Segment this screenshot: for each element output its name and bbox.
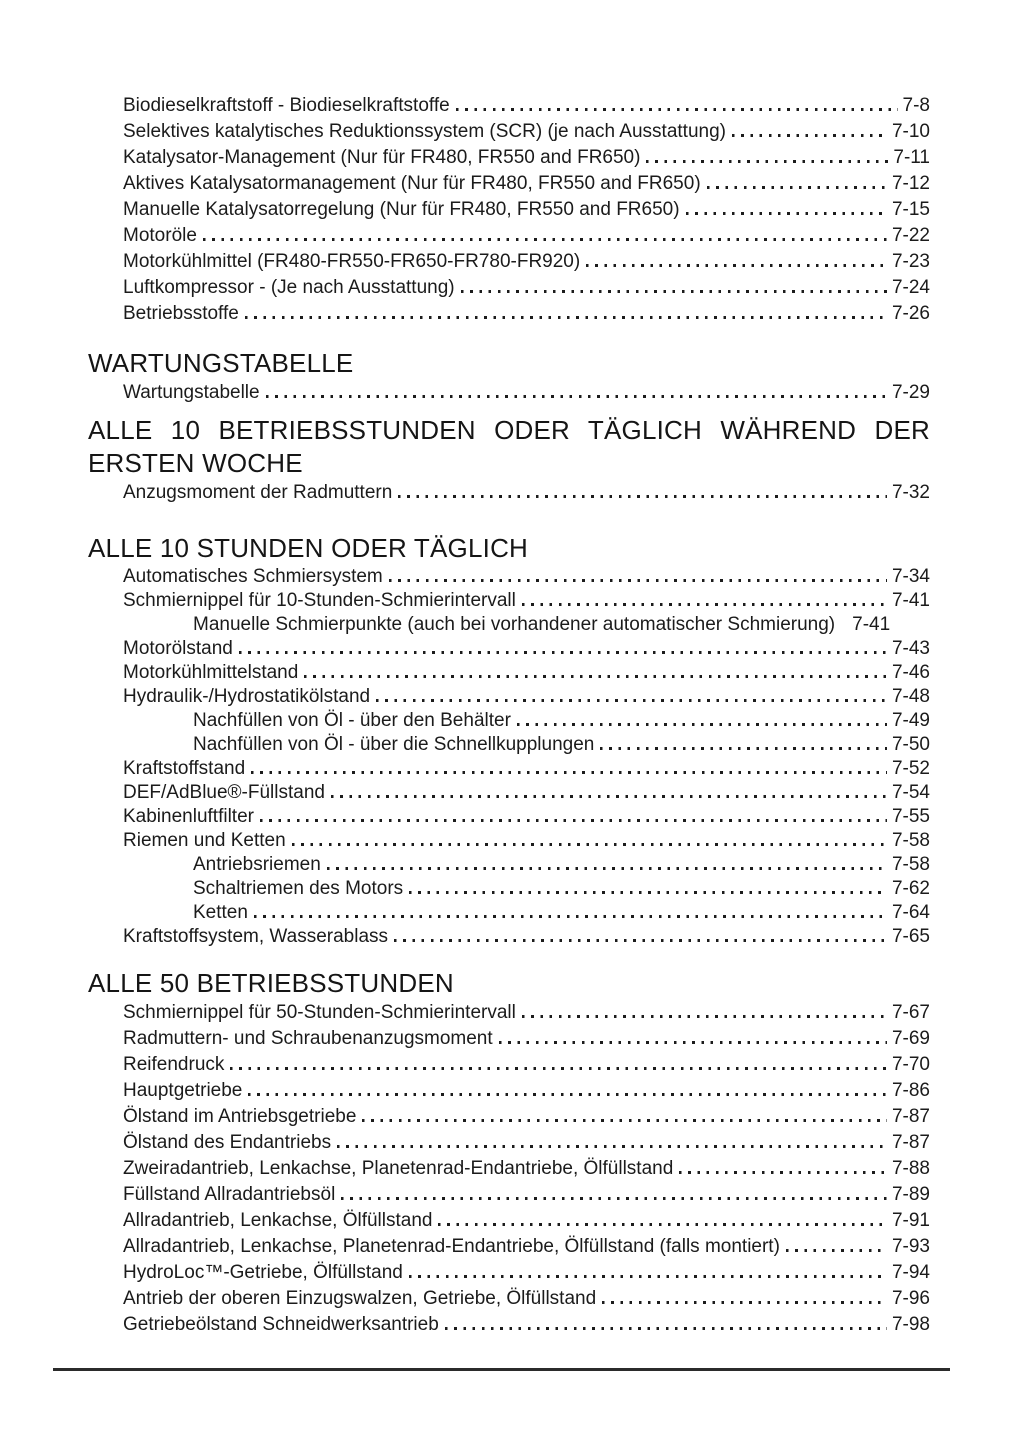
toc-entry-page: 7-11 [893,147,930,168]
leader-dots [239,651,887,654]
toc-entry-page: 7-22 [891,225,930,246]
toc-entry [123,685,930,709]
toc-entry [123,1312,930,1338]
toc-entry [193,709,930,733]
toc-entry-page: 7-87 [891,1132,930,1153]
toc-entry-page: 7-50 [891,734,930,755]
leader-dots [245,316,887,319]
toc-entry-page: 7-34 [891,566,930,587]
toc-entry-label: Allradantrieb, Lenkachse, Planetenrad-Endantriebe, Ölfüllstand (falls montiert) [123,1236,780,1257]
section-heading [88,414,930,480]
toc-entry [123,805,930,829]
toc-entry-page: 7-58 [891,830,930,851]
toc-entry [123,1078,930,1104]
toc-entry [123,661,930,685]
toc-entry [123,1104,930,1130]
toc-section [0,93,1024,327]
toc-entry-page: 7-69 [891,1028,930,1049]
toc-entry-page: 7-91 [891,1210,930,1231]
toc-entry [123,589,930,613]
leader-dots [254,915,887,918]
toc-entry-page: 7-55 [891,806,930,827]
toc-entry-page: 7-86 [891,1080,930,1101]
leader-dots [686,212,887,215]
toc-entry [123,925,930,949]
toc-entry-label: Manuelle Katalysatorregelung (Nur für FR480, FR550 and FR650) [123,199,680,220]
toc-entry-page: 7-26 [891,303,930,324]
toc-entry-page: 7-65 [891,926,930,947]
section-heading [88,347,930,380]
toc-entry [123,145,930,171]
toc-entry [123,249,930,275]
toc-entry-page: 7-10 [891,121,930,142]
toc-entry [123,93,930,119]
toc-entry-label: Betriebsstoffe [123,303,239,324]
toc-entry-label: Selektives katalytisches Reduktionssystem (SCR) (je nach Ausstattung) [123,121,726,142]
toc-entry [123,1260,930,1286]
toc-entry-label: Schmiernippel für 50-Stunden-Schmierintervall [123,1002,516,1023]
toc-entry [123,829,930,853]
section-heading-line: WARTUNGSTABELLE [88,348,354,378]
toc-entry-label: Wartungstabelle [123,382,260,403]
toc-entry-page: 7-41 [852,614,891,635]
toc-entry-label: Motorkühlmittel (FR480-FR550-FR650-FR780-FR920) [123,251,581,272]
toc-entry-label: DEF/AdBlue®-Füllstand [123,782,325,803]
toc-entry [123,275,930,301]
toc-entry-page: 7-29 [891,382,930,403]
toc-entry-label: Ketten [193,902,248,923]
leader-dots [389,579,887,582]
toc-entry [123,301,930,327]
toc-entry-page: 7-58 [891,854,930,875]
toc-entry [123,1156,930,1182]
toc-entry-label: Riemen und Ketten [123,830,286,851]
toc-entry-page: 7-93 [891,1236,930,1257]
leader-dots [337,1145,887,1148]
toc-entry [123,1052,930,1078]
toc-entry-page: 7-48 [891,686,930,707]
toc-entry-page: 7-96 [891,1288,930,1309]
leader-dots [499,1041,887,1044]
toc-entry [123,1182,930,1208]
toc-entry-page: 7-23 [891,251,930,272]
toc-entry-page: 7-98 [891,1314,930,1335]
leader-dots [292,843,887,846]
toc-entry-label: Schaltriemen des Motors [193,878,404,899]
toc-entry-label: Motorkühlmittelstand [123,662,299,683]
toc-entry-page: 7-54 [891,782,930,803]
leader-dots [586,264,887,267]
section-heading-line: ALLE 10 BETRIEBSSTUNDEN ODER TÄGLICH WÄHREND DER [88,415,930,445]
toc-entry-page: 7-12 [891,173,930,194]
toc-entry [193,613,930,637]
toc-entry-page: 7-15 [891,199,930,220]
toc-entry-label: Kraftstoffstand [123,758,246,779]
toc-entry-label: Hydraulik-/Hydrostatikölstand [123,686,371,707]
toc-entry-page: 7-94 [891,1262,930,1283]
leader-dots [522,1015,887,1018]
section-heading-line: ALLE 50 BETRIEBSSTUNDEN [88,968,454,998]
leader-dots [331,795,887,798]
section-heading [88,967,930,1000]
toc-entry-label: Getriebeölstand Schneidwerksantrieb [123,1314,439,1335]
toc-entry [123,480,930,506]
toc-entry [193,733,930,757]
leader-dots [707,186,887,189]
leader-dots [341,1197,887,1200]
toc-entry-label: Ölstand im Antriebsgetriebe [123,1106,357,1127]
leader-dots [438,1223,887,1226]
toc-entry-label: Anzugsmoment der Radmuttern [123,482,393,503]
toc-entry-page: 7-49 [891,710,930,731]
leader-dots [602,1301,887,1304]
leader-dots [394,939,887,942]
toc-entry [123,1208,930,1234]
leader-dots [230,1067,887,1070]
toc-entry [123,637,930,661]
toc-entry-label: Antriebsriemen [193,854,321,875]
toc-entry-label: Luftkompressor - (Je nach Ausstattung) [123,277,455,298]
leader-dots [679,1171,887,1174]
toc-entry-label: Schmiernippel für 10-Stunden-Schmierintervall [123,590,516,611]
toc-entry [123,1130,930,1156]
toc-section [0,1000,1024,1338]
leader-dots [304,675,887,678]
toc-entry-label: Motorölstand [123,638,233,659]
toc-entry-page: 7-46 [891,662,930,683]
toc-entry [193,877,930,901]
toc-entry [123,1286,930,1312]
toc-entry-label: Ölstand des Endantriebs [123,1132,332,1153]
toc-entry-label: Reifendruck [123,1054,225,1075]
toc-entry-label: Nachfüllen von Öl - über die Schnellkupplungen [193,734,595,755]
leader-dots [266,395,887,398]
leader-dots [445,1327,887,1330]
toc-entry [123,380,930,406]
bottom-rule [53,1368,950,1371]
toc-entry-label: Radmuttern- und Schraubenanzugsmoment [123,1028,493,1049]
toc-entry-page: 7-8 [902,95,930,116]
toc-section [0,480,1024,506]
toc-entry [123,781,930,805]
leader-dots [646,160,888,163]
toc-entry-label: HydroLoc™-Getriebe, Ölfüllstand [123,1262,403,1283]
toc-entry-label: Füllstand Allradantriebsöl [123,1184,336,1205]
toc-entry-label: Manuelle Schmierpunkte (auch bei vorhandener automatischer Schmierung) [193,614,836,635]
toc-entry-label: Zweiradantrieb, Lenkachse, Planetenrad-Endantriebe, Ölfüllstand [123,1158,674,1179]
toc-entry [123,171,930,197]
leader-dots [732,134,887,137]
toc-entry-label: Biodieselkraftstoff - Biodieselkraftstoffe [123,95,450,116]
leader-dots [376,699,887,702]
toc-entry-label: Nachfüllen von Öl - über den Behälter [193,710,511,731]
toc-entry-page: 7-41 [891,590,930,611]
toc-entry [123,565,930,589]
toc-entry-page: 7-88 [891,1158,930,1179]
toc-entry-page: 7-70 [891,1054,930,1075]
leader-dots [398,495,887,498]
leader-dots [362,1119,887,1122]
leader-dots [409,1275,887,1278]
toc-entry-label: Kraftstoffsystem, Wasserablass [123,926,389,947]
toc-entry-page: 7-62 [891,878,930,899]
toc-entry-page: 7-32 [891,482,930,503]
toc-entry-label: Antrieb der oberen Einzugswalzen, Getriebe, Ölfüllstand [123,1288,597,1309]
section-heading [88,532,930,565]
toc-entry-page: 7-67 [891,1002,930,1023]
leader-dots [260,819,887,822]
toc-entry [123,223,930,249]
leader-dots [251,771,887,774]
toc-entry-page: 7-52 [891,758,930,779]
leader-dots [461,290,887,293]
toc-entry-label: Allradantrieb, Lenkachse, Ölfüllstand [123,1210,433,1231]
toc-entry-label: Katalysator-Management (Nur für FR480, FR550 and FR650) [123,147,641,168]
toc-entry [123,197,930,223]
toc-entry [123,757,930,781]
toc-entry-page: 7-87 [891,1106,930,1127]
leader-dots [600,747,887,750]
toc-entry-label: Kabinenluftfilter [123,806,254,827]
toc-section [0,565,1024,949]
section-heading-line: ERSTEN WOCHE [88,448,303,478]
leader-dots [409,891,887,894]
toc-entry [193,901,930,925]
toc-entry-label: Motoröle [123,225,197,246]
toc-entry-label: Hauptgetriebe [123,1080,243,1101]
toc-entry-page: 7-24 [891,277,930,298]
leader-dots [456,108,898,111]
toc-entry [193,853,930,877]
toc-entry-label: Automatisches Schmiersystem [123,566,383,587]
toc-entry-page: 7-89 [891,1184,930,1205]
toc-entry [123,119,930,145]
toc-entry-page: 7-64 [891,902,930,923]
toc-entry [123,1026,930,1052]
leader-dots [203,238,887,241]
toc-entry [123,1000,930,1026]
toc-entry-page: 7-43 [891,638,930,659]
section-heading-line: ALLE 10 STUNDEN ODER TÄGLICH [88,533,529,563]
leader-dots [517,723,887,726]
toc-section [0,380,1024,406]
toc-entry-label: Aktives Katalysatormanagement (Nur für FR480, FR550 and FR650) [123,173,701,194]
toc-entry [123,1234,930,1260]
leader-dots [841,627,847,630]
leader-dots [248,1093,887,1096]
leader-dots [327,867,887,870]
leader-dots [522,603,887,606]
leader-dots [786,1249,887,1252]
